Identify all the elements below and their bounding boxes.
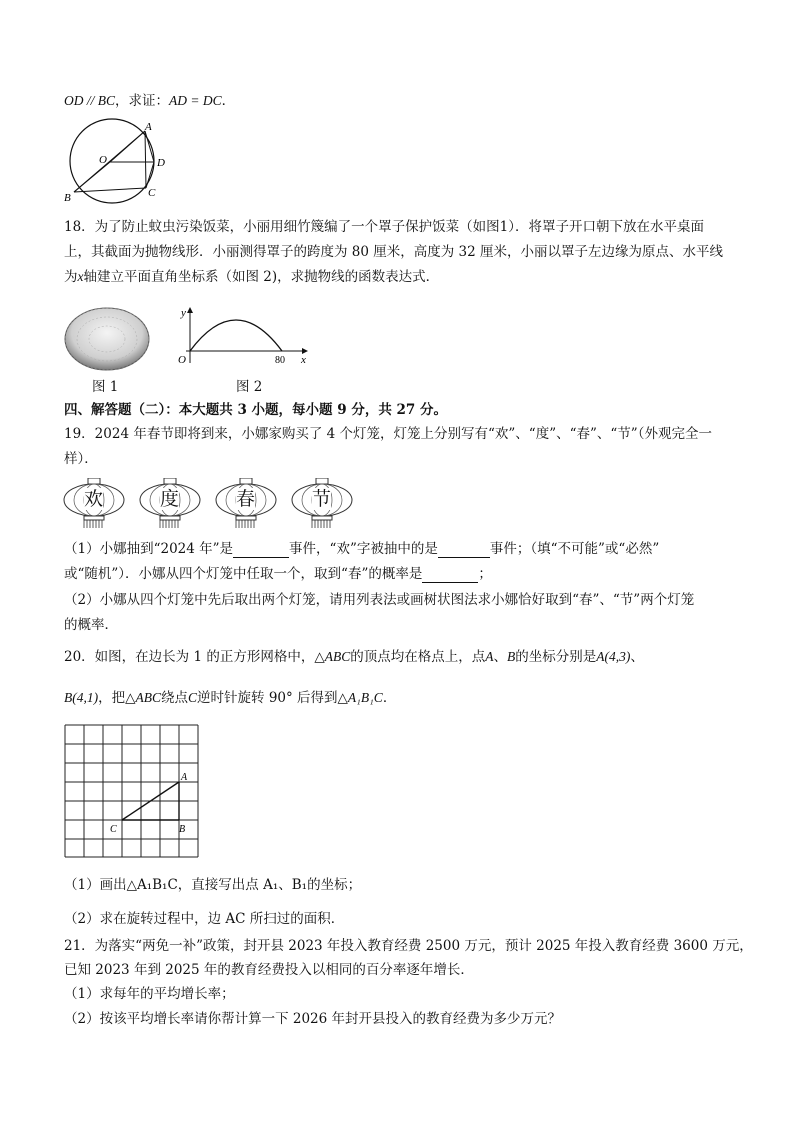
origin-label: O — [178, 354, 186, 366]
q19-part2-line1: （2）小娜从四个灯笼中先后取出两个灯笼，请用列表法或画树状图法求小娜恰好取到“春”、“节”两个灯笼 — [64, 592, 695, 608]
q20-grid-figure — [62, 722, 212, 862]
fig2-caption: 图 2 — [236, 379, 263, 395]
lantern-char: 度 — [160, 488, 180, 510]
q18-line3: 为x轴建立平面直角坐标系（如图 2)，求抛物线的函数表达式． — [64, 269, 440, 285]
label-o: O — [99, 154, 107, 166]
parabola-curve — [190, 320, 282, 351]
label-b: B — [64, 192, 71, 204]
lantern-group — [62, 478, 362, 530]
x-label: x — [301, 354, 306, 366]
q17-parallel: OD // BC — [64, 93, 116, 108]
blank-2 — [438, 543, 490, 558]
q19-line2: 样）． — [64, 451, 98, 467]
segment-ac — [145, 131, 146, 188]
blank-3 — [422, 568, 478, 583]
lantern — [290, 478, 354, 530]
q20-line1: 20．如图，在边长为 1 的正方形网格中，△ABC的顶点均在格点上，点A、B的坐标分别是A(4,3)、 — [64, 649, 644, 665]
q20-line2: B(4,1)，把△ABC绕点C逆时针旋转 90° 后得到△A₁B₁C． — [64, 690, 397, 706]
q21-part1: （1）求每年的平均增长率； — [64, 986, 235, 1002]
tick-80: 80 — [275, 355, 285, 366]
lantern-char: 欢 — [84, 488, 104, 510]
lantern-char: 春 — [236, 488, 256, 510]
grid-label-b: B — [179, 824, 186, 835]
q17-period: ． — [221, 93, 236, 109]
q21-part2: （2）按该平均增长率请你帮计算一下 2026 年封开县投入的教育经费为多少万元？ — [64, 1011, 562, 1027]
y-axis-arrow — [187, 307, 193, 313]
q17-prove-label: ，求证： — [115, 93, 170, 109]
grid-label-a: A — [181, 772, 188, 783]
segment-bc — [74, 188, 146, 192]
q21-line2: 已知 2023 年到 2025 年的教育经费投入以相同的百分率逐年增长． — [64, 962, 474, 978]
lantern — [214, 478, 278, 530]
q18-fig1-cover-image — [62, 303, 152, 373]
q17-circle-figure — [60, 118, 180, 204]
section-4-heading: 四、解答题（二）：本大题共 3 小题，每小题 9 分，共 27 分。 — [64, 402, 448, 418]
q20-part2: （2）求在旋转过程中，边 AC 所扫过的面积． — [64, 911, 345, 927]
fig1-caption: 图 1 — [92, 379, 119, 395]
q19-part1-line1: （1）小娜抽到“2024 年”是 事件，“欢”字被抽中的是 事件；（填“不可能”或“必然” — [64, 541, 660, 557]
grid-lines — [65, 725, 198, 857]
lantern — [138, 478, 202, 530]
q19-line1: 19．2024 年春节即将到来，小娜家购买了 4 个灯笼，灯笼上分别写有“欢”、“度”、“春”、“节”（外观完全一 — [64, 426, 712, 442]
label-a: A — [145, 121, 152, 133]
label-d: D — [157, 157, 165, 169]
lantern-char: 节 — [312, 488, 332, 510]
circle — [70, 119, 154, 203]
q18-line1: 18．为了防止蚊虫污染饭菜，小丽用细竹篾编了一个罩子保护饭菜（如图1）．将罩子开口朝下放在水平桌面 — [64, 219, 705, 235]
q18-line2: 上，其截面为抛物线形．小丽测得罩子的跨度为 80 厘米，高度为 32 厘米，小丽以罩子左边缘为原点、水平线 — [64, 244, 724, 260]
q17-statement — [64, 92, 235, 110]
q19-part2-line2: 的概率． — [64, 617, 118, 633]
q20-part1: （1）画出△A₁B₁C，直接写出点 A₁、B₁的坐标； — [64, 877, 362, 893]
q19-part1-line2: 或“随机”）．小娜从四个灯笼中任取一个，取到“春”的概率是 ； — [64, 566, 492, 582]
label-c: C — [148, 187, 156, 199]
blank-1 — [233, 543, 289, 558]
lantern — [62, 478, 126, 530]
grid-label-c: C — [110, 824, 117, 835]
y-label: y — [181, 307, 186, 319]
q17-equation: AD = DC — [169, 93, 222, 108]
q18-fig2-parabola — [172, 305, 312, 367]
q21-line1: 21．为落实“两免一补”政策，封开县 2023 年投入教育经费 2500 万元，预计 2025 年投入教育经费 3600 万元， — [64, 938, 753, 954]
segment-dc — [146, 162, 154, 188]
segment-ad — [145, 131, 154, 162]
